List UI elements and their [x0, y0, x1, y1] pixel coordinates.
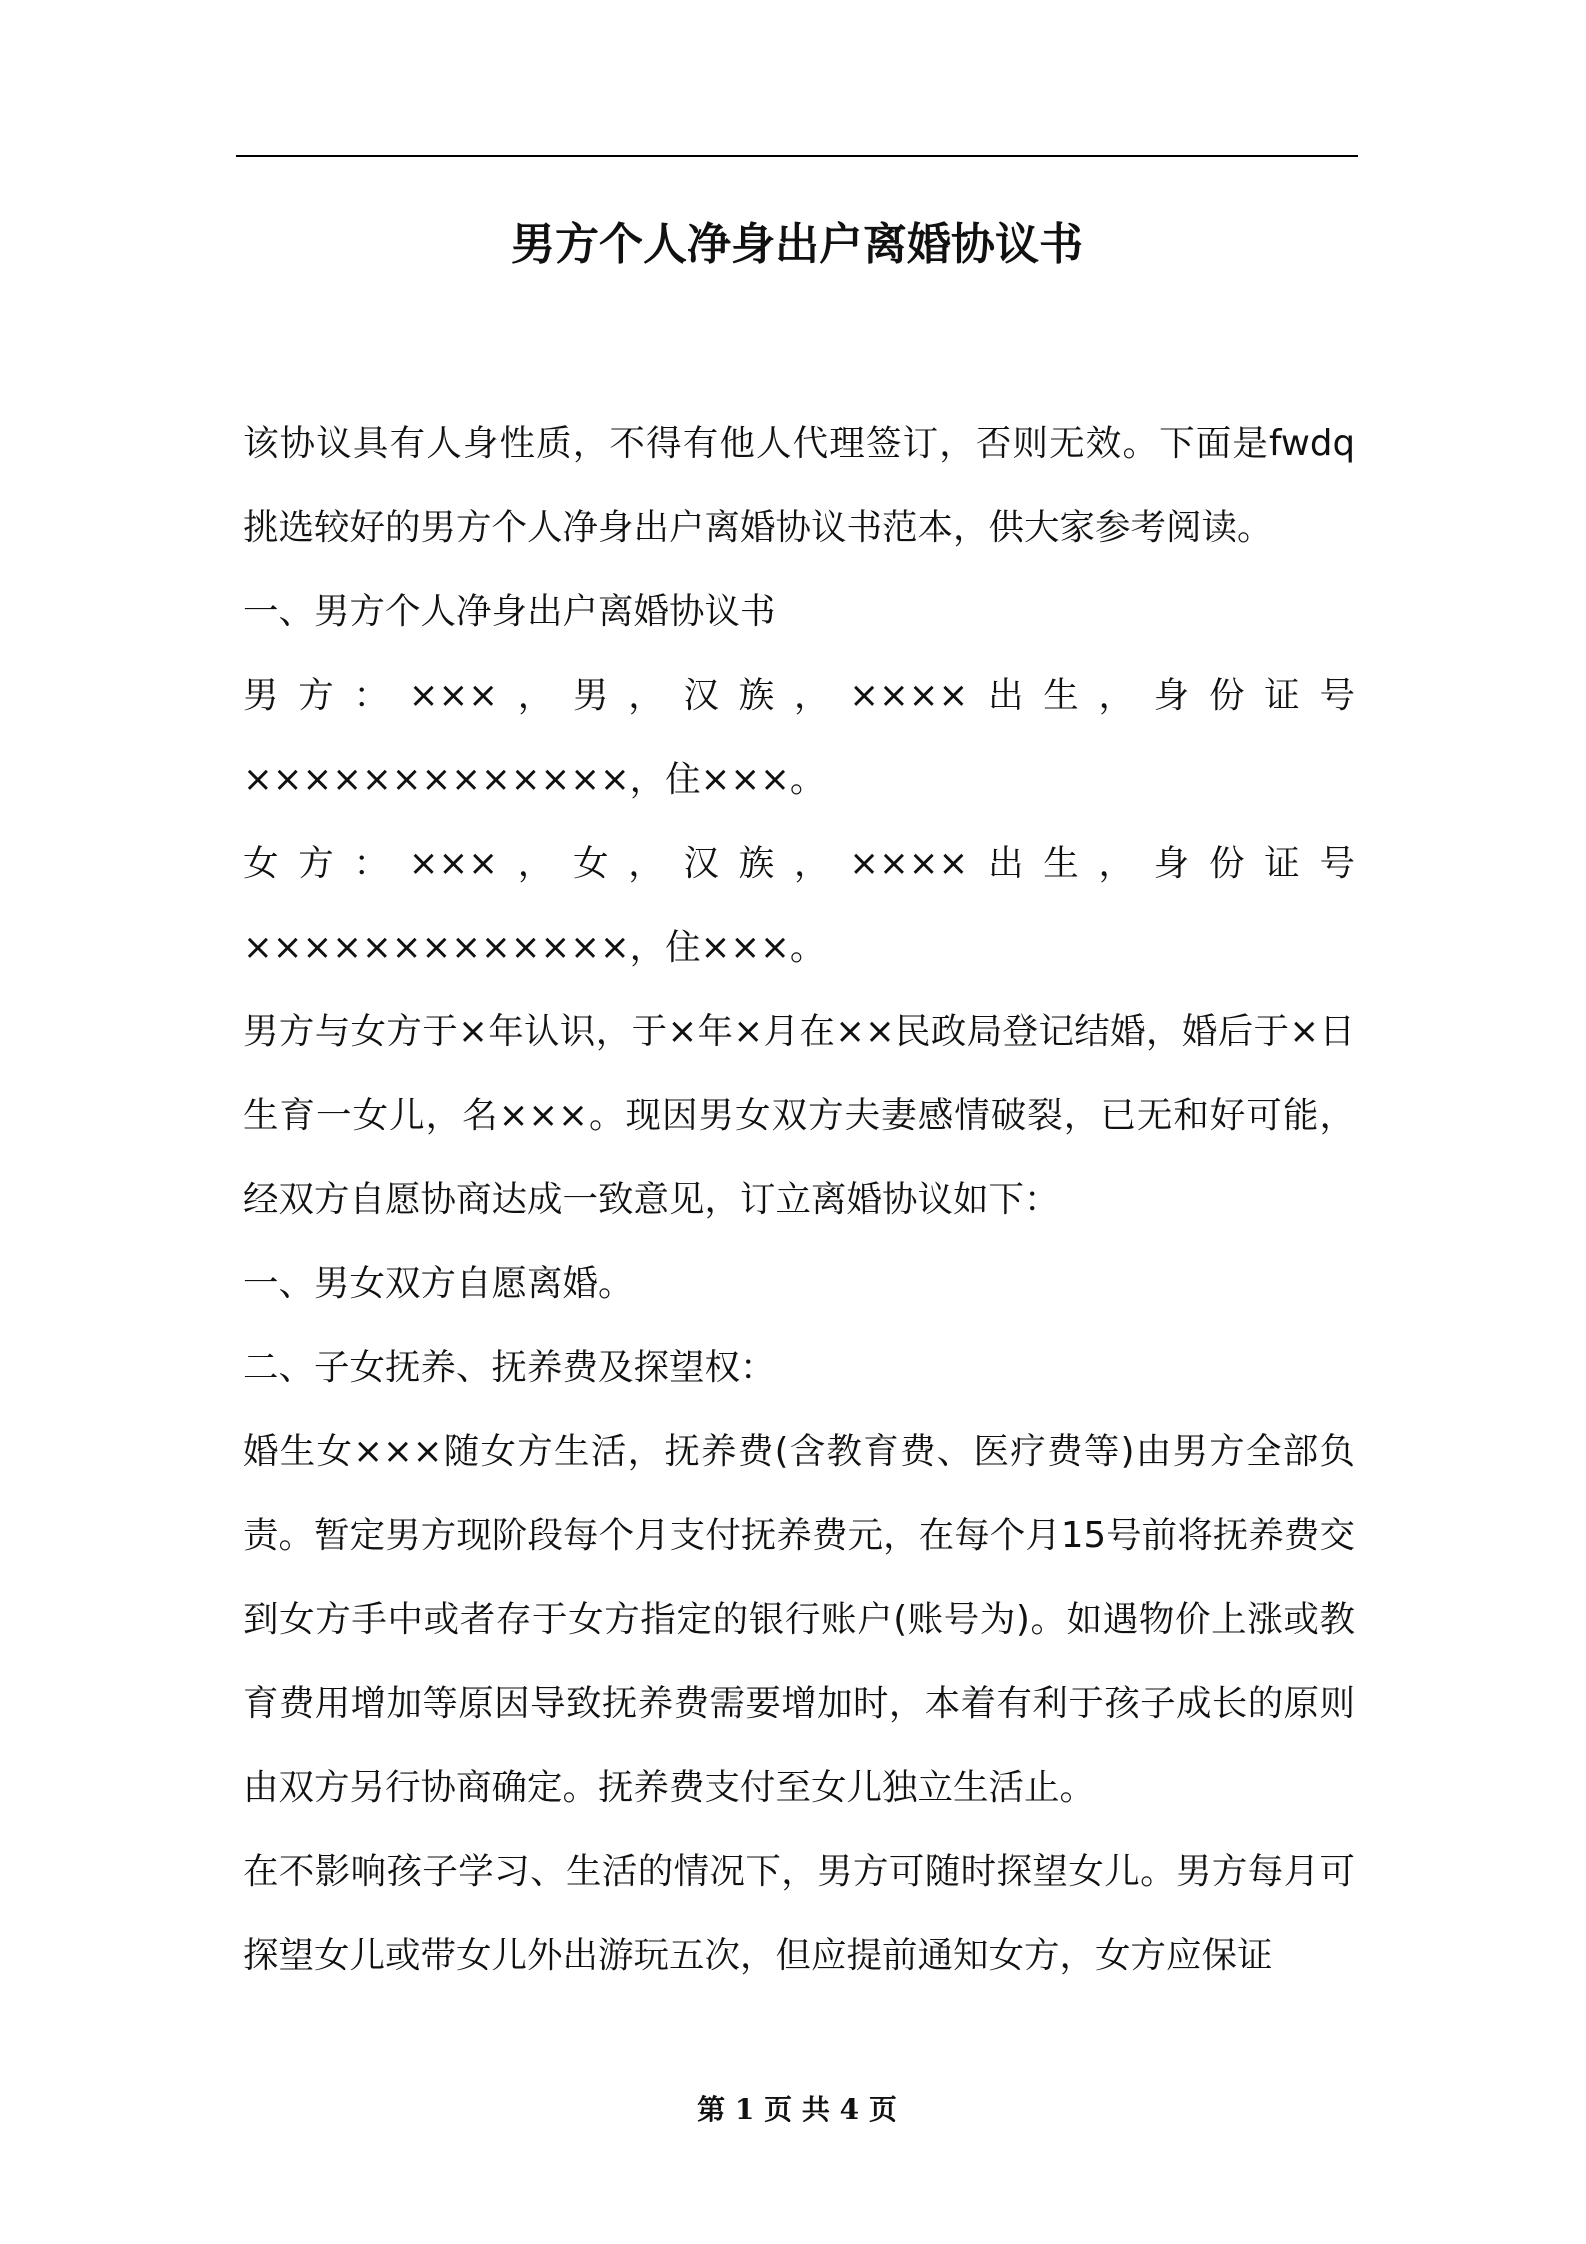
paragraph-male-party: 男方：×××，男，汉族，××××出生，身份证号×××××××××××××，住×××。	[243, 675, 1355, 800]
header-rule	[236, 155, 1358, 157]
paragraph-visitation: 在不影响孩子学习、生活的情况下，男方可随时探望女儿。男方每月可探望女儿或带女儿外出游玩五次，但应提前通知女方，女方应保证	[243, 1851, 1355, 1976]
paragraph-child-support: 婚生女×××随女方生活，抚养费(含教育费、医疗费等)由男方全部负责。暂定男方现阶段每个月支付抚养费元，在每个月15号前将抚养费交到女方手中或者存于女方指定的银行账户(账号为)。如遇物价上涨或教育费用增加等原因导致抚养费需要增加时，本着有利于孩子成长的原则由双方另行协商确定。抚养费支付至女儿独立生活止。	[243, 1431, 1355, 1808]
paragraph-background: 男方与女方于×年认识，于×年×月在××民政局登记结婚，婚后于×日生育一女儿，名×××。现因男女双方夫妻感情破裂，已无和好可能，经双方自愿协商达成一致意见，订立离婚协议如下：	[243, 1011, 1355, 1220]
paragraph-female-party: 女方：×××，女，汉族，××××出生，身份证号×××××××××××××，住×××。	[243, 843, 1355, 968]
paragraph-clause-2-heading: 二、子女抚养、抚养费及探望权：	[243, 1347, 776, 1388]
paragraph-clause-1: 一、男女双方自愿离婚。	[243, 1263, 634, 1304]
paragraph-intro: 该协议具有人身性质，不得有他人代理签订，否则无效。下面是fwdq挑选较好的男方个人净身出户离婚协议书范本，供大家参考阅读。	[243, 423, 1355, 548]
paragraph-section-heading: 一、男方个人净身出户离婚协议书	[243, 591, 776, 632]
document-body	[243, 402, 1355, 1998]
page-footer: 第 1 页 共 4 页	[697, 2093, 897, 2126]
document-title: 男方个人净身出户离婚协议书	[511, 219, 1083, 270]
